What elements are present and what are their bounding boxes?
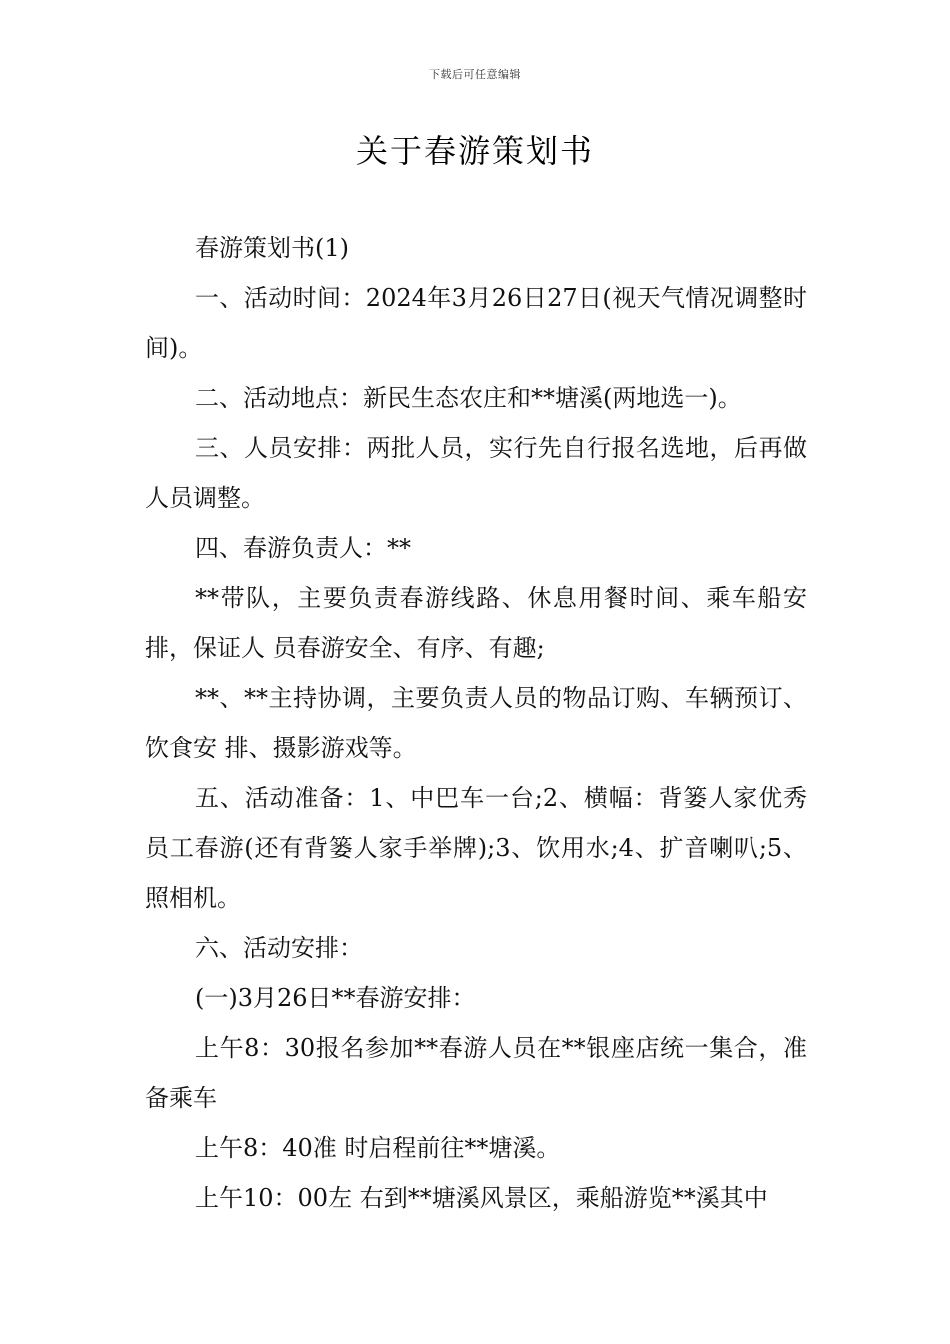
paragraph-person-in-charge: 四、春游负责人：** (195, 534, 411, 562)
paragraph-preparation: 五、活动准备：1、中巴车一台;2、横幅：背篓人家优秀员工春游(还有背篓人家手举牌);3、饮用水;4、扩音喇叭;5、照相机。 (145, 784, 807, 912)
document-title: 关于春游策划书 (355, 132, 594, 170)
paragraph-day-one-heading: (一)3月26日**春游安排： (195, 984, 476, 1012)
paragraph-coordinators: **、**主持协调，主要负责人员的物品订购、车辆预订、饮食安 排、摄影游戏等。 (145, 684, 807, 762)
header-note: 下载后可任意编辑 (429, 68, 521, 81)
paragraph-activity-time: 一、活动时间：2024年3月26日27日(视天气情况调整时间)。 (145, 284, 807, 362)
paragraph-schedule-item: 上午8：40准 时启程前往**塘溪。 (195, 1134, 561, 1162)
paragraph-schedule-item: 上午8：30报名参加**春游人员在**银座店统一集合，准备乘车 (145, 1034, 807, 1112)
paragraph-heading: 春游策划书(1) (195, 234, 349, 262)
document-body (145, 223, 807, 1223)
paragraph-schedule-item: 上午10：00左 右到**塘溪风景区，乘船游览**溪其中 (195, 1184, 768, 1212)
paragraph-activity-location: 二、活动地点：新民生态农庄和**塘溪(两地选一)。 (195, 384, 742, 412)
paragraph-schedule-heading: 六、活动安排： (195, 934, 363, 962)
paragraph-staff-arrangement: 三、人员安排：两批人员，实行先自行报名选地，后再做人员调整。 (145, 434, 807, 512)
paragraph-team-leader: **带队，主要负责春游线路、休息用餐时间、乘车船安排，保证人 员春游安全、有序、有趣; (145, 584, 807, 662)
